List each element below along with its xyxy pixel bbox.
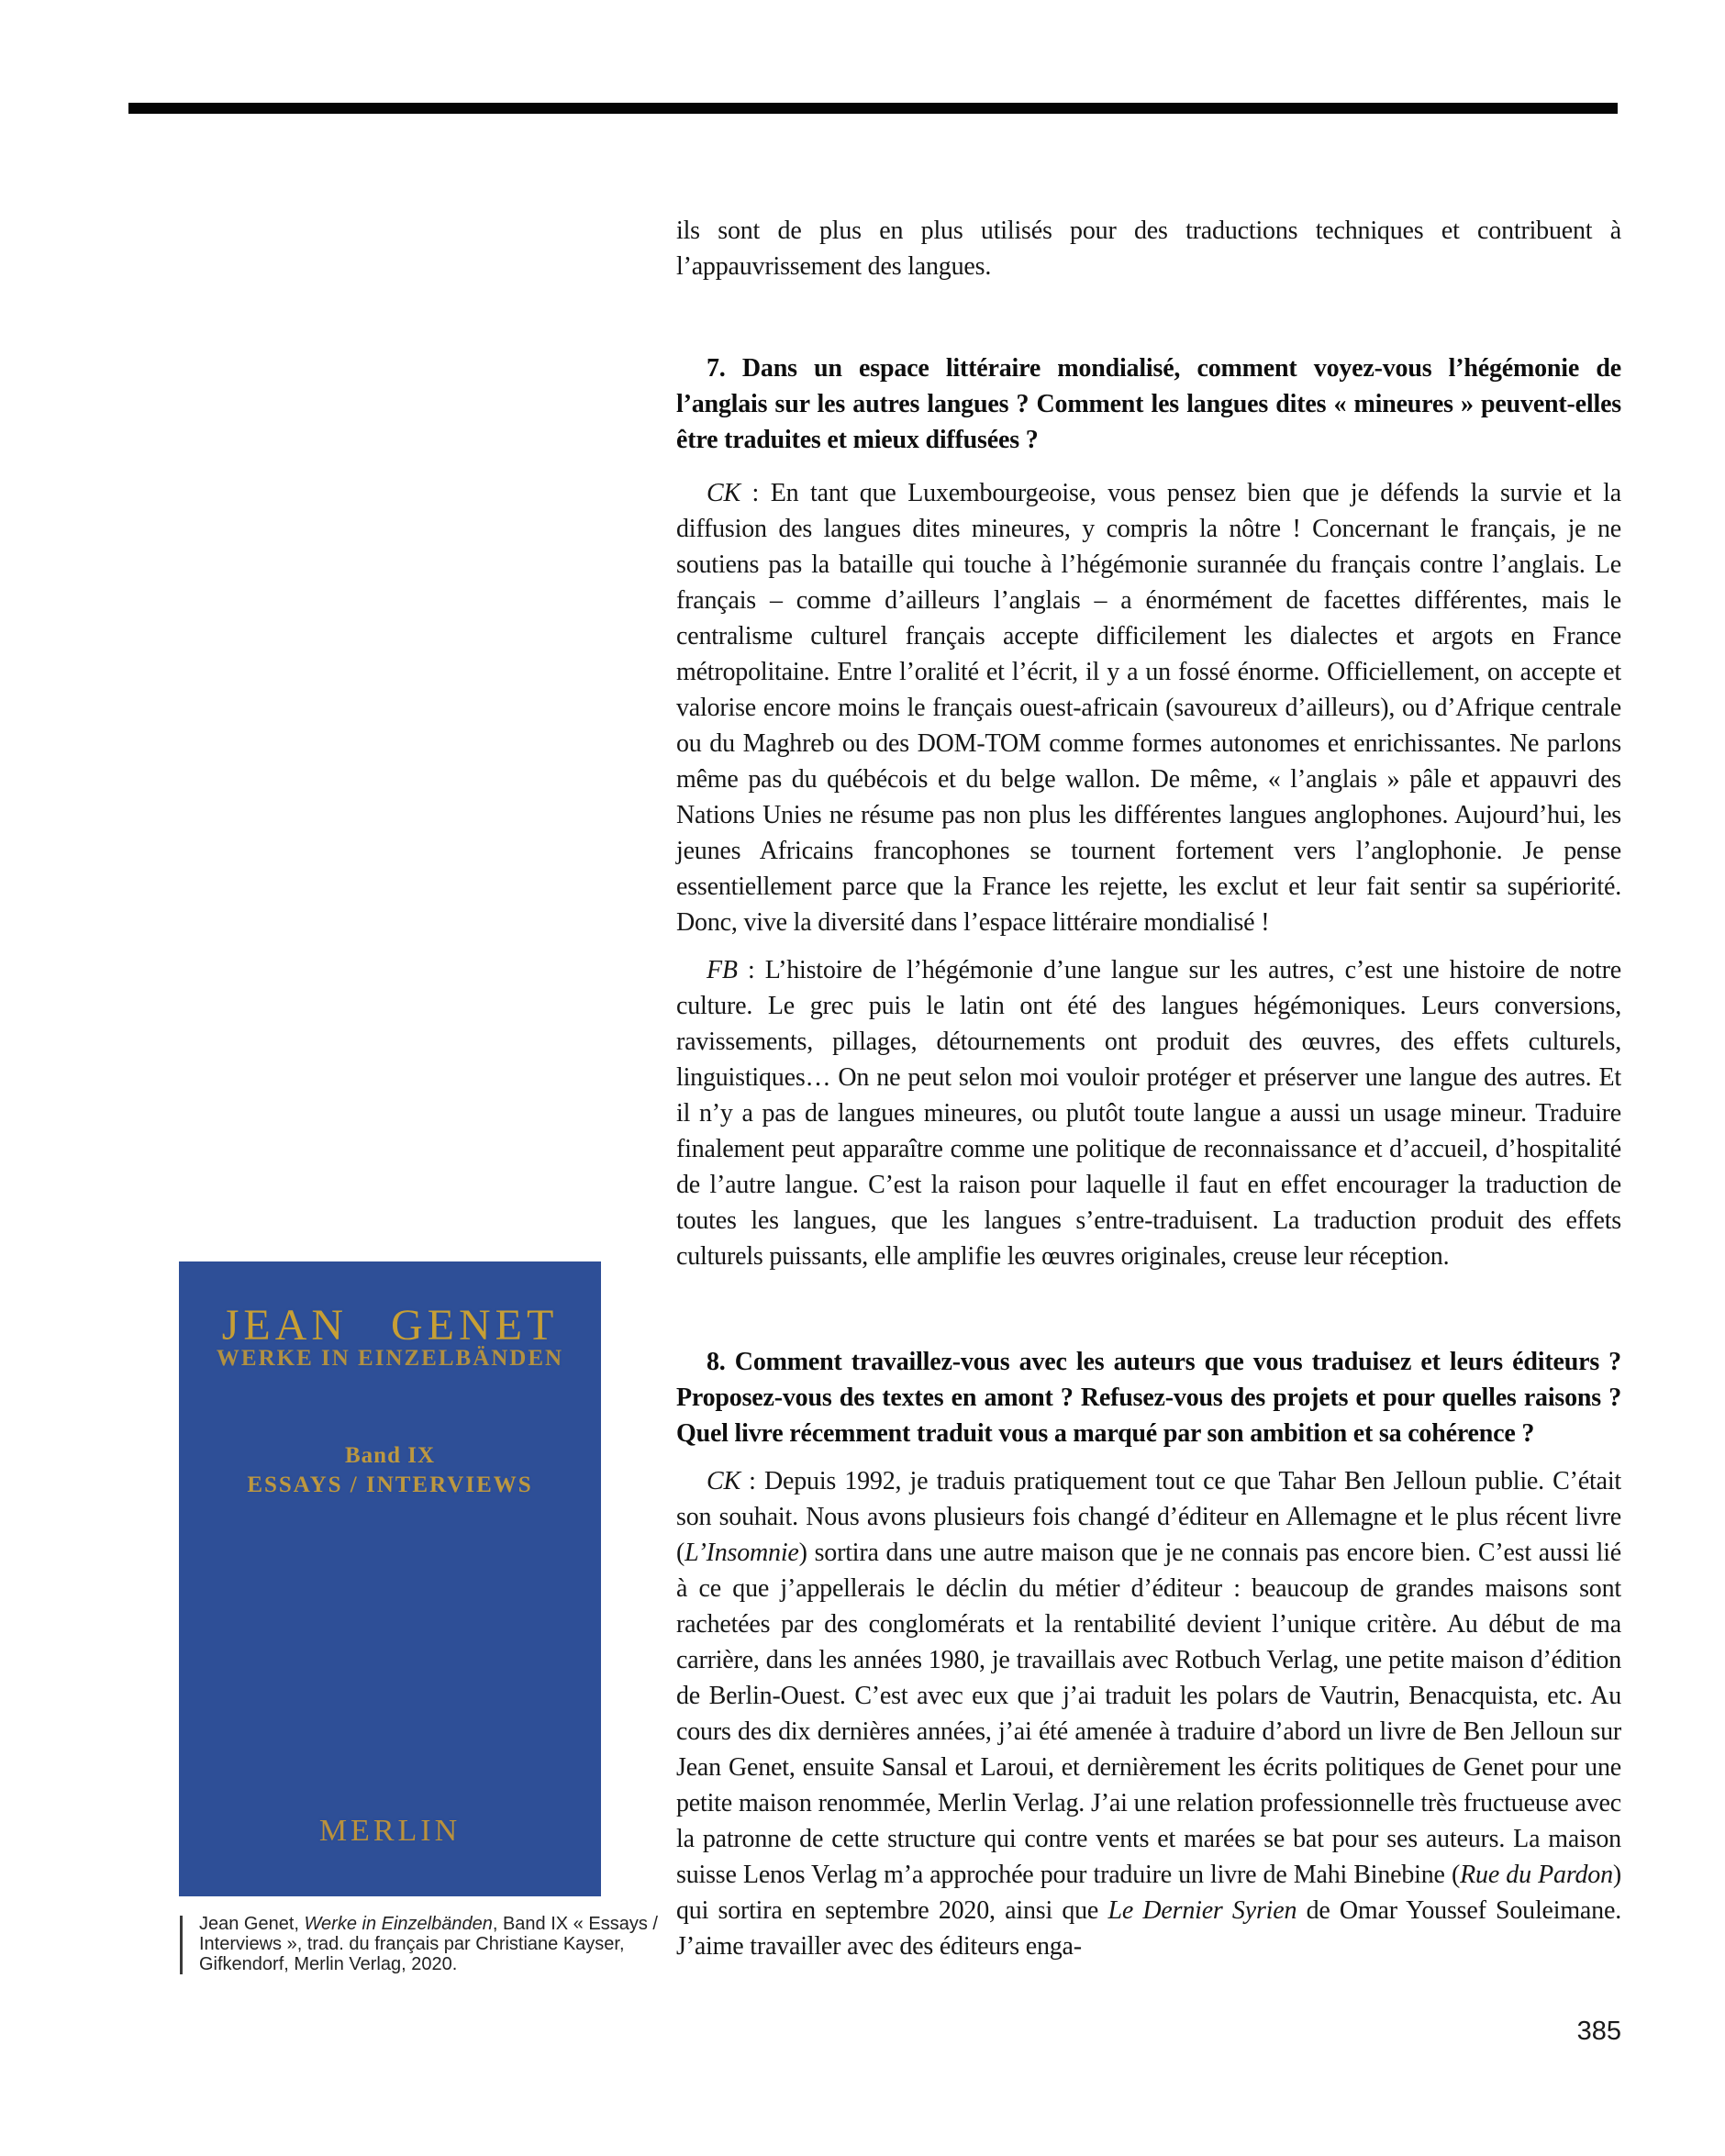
answer-8-part-4: de Omar Youssef Souleimane. J’aime travailler avec des éditeurs enga- (676, 1896, 1621, 1961)
answer-7-fb-text: L’histoire de l’hégémonie d’une langue sur les autres, c’est une histoire de notre culture. Le grec puis le latin ont été des langues hégémoniques. Leurs conversions, ravissements, pillages, détournements ont produit des œuvres, des effets culturels, linguistiques… On ne peut selon moi vouloir protéger et préserver une langue des autres. Et il n’y a pas de langues mineures, ou plutôt toute langue a aussi un usage mineur. Traduire finalement peut apparaître comme une politique de reconnaissance et d’accueil, d’hospitalité de l’autre langue. C’est la raison pour laquelle il faut en effet encourager la traduction de toutes les langues, que les langues s’entre-traduisent. La traduction produit des effets culturels puissants, elle amplifie les œuvres originales, creuse leur réception. (676, 956, 1621, 1271)
answer-7-fb-paragraph (676, 952, 1621, 1274)
answer-8-ck-paragraph (676, 1463, 1621, 1964)
speaker-initials-fb: FB (707, 956, 738, 984)
book-title-insomnie: L’Insomnie (684, 1539, 799, 1567)
question-8-heading (676, 1344, 1621, 1451)
speaker-separator: : (740, 1467, 764, 1495)
question-7-heading (676, 350, 1621, 458)
cover-subtitle: ESSAYS / INTERVIEWS (247, 1473, 533, 1497)
speaker-separator: : (737, 956, 765, 984)
caption-part-2: , Band IX « Essays / Interviews », trad. du français par Christiane Kayser, Gifkendorf, Merlin Verlag, 2020. (199, 1914, 658, 1974)
figure-caption (199, 1914, 662, 1974)
answer-7-ck-text: En tant que Luxembourgeoise, vous pensez bien que je défends la survie et la diffusion des langues dites mineures, y compris la nôtre ! Concernant le français, je ne soutiens pas la bataille qui touche à l’hégémonie surannée du français contre l’anglais. Le français – comme d’ailleurs l’anglais – a énormément de facettes différentes, mais le centralisme culturel français accepte difficilement les dialectes et argots en France métropolitaine. Entre l’oralité et l’écrit, il y a un fossé énorme. Officiellement, on accepte et valorise encore moins le français ouest-africain (savoureux d’ailleurs), ou d’Afrique centrale ou du Maghreb ou des DOM-TOM comme formes autonomes et enrichissantes. Ne parlons même pas du québécois et du belge wallon. De même, « l’anglais » pâle et appauvri des Nations Unies ne résume pas non plus les différentes langues anglophones. Aujourd’hui, les jeunes Africains francophones se tournent fortement vers l’anglophonie. Je pense essentiellement parce que la France les rejette, les exclut et leur fait sentir sa supériorité. Donc, vive la diversité dans l’espace littéraire mondialisé ! (676, 479, 1621, 937)
speaker-separator: : (740, 479, 771, 507)
question-8-number: 8. (707, 1348, 726, 1376)
answer-8-part-2: ) sortira dans une autre maison que je ne connais pas encore bien. C’est aussi lié à ce que j’appellerais le déclin du métier d’éditeur : beaucoup de grandes maisons sont rachetées par des conglomérats et la rentabilité devient l’unique critère. Au début de ma carrière, dans les années 1980, je travaillais avec Rotbuch Verlag, une petite maison d’édition de Berlin-Ouest. C’est avec eux que j’ai traduit les polars de Vautrin, Benacquista, etc. Au cours des dix dernières années, j’ai été amenée à traduire d’abord un livre de Ben Jelloun sur Jean Genet, ensuite Sansal et Laroui, et dernièrement les écrits politiques de Genet pour une petite maison renommée, Merlin Verlag. J’ai une relation professionnelle très fructueuse avec la patronne de cette structure qui contre vents et marées se bat pour ses auteurs. La maison suisse Lenos Verlag m’a approchée pour traduire un livre de Mahi Binebine ( (676, 1539, 1621, 1889)
book-title-dernier-syrien: Le Dernier Syrien (1107, 1896, 1297, 1925)
cover-volume-number: Band IX (344, 1443, 435, 1468)
caption-book-title: Werke in Einzelbänden (304, 1914, 493, 1934)
answer-7-ck-paragraph (676, 475, 1621, 940)
question-8-text: Comment travaillez-vous avec les auteurs que vous traduisez et leurs éditeurs ? Proposez-vous des textes en amont ? Refusez-vous des projets et pour quelles raisons ? Quel livre récemment traduit vous a marqué par son ambition et sa cohérence ? (676, 1348, 1621, 1448)
book-title-rue-du-pardon: Rue du Pardon (1460, 1861, 1613, 1889)
answer-8-part-1: Depuis 1992, je traduis pratiquement tout ce que Tahar Ben Jelloun publie. C’était son souhait. Nous avons plusieurs fois changé d’éditeur en Allemagne et le plus récent livre ( (676, 1467, 1621, 1567)
question-7-number: 7. (707, 354, 726, 383)
cover-publisher-logo: MERLIN (318, 1814, 462, 1848)
caption-part-1: Jean Genet, (199, 1914, 305, 1934)
question-7-text: Dans un espace littéraire mondialisé, comment voyez-vous l’hégémonie de l’anglais sur les autres langues ? Comment les langues dites « mineures » peuvent-elles être traduites et mieux diffusées ? (676, 354, 1621, 454)
book-cover-image (179, 1261, 601, 1896)
cover-series-title: WERKE IN EINZELBÄNDEN (216, 1346, 564, 1371)
cover-author-name: JEAN GENET (221, 1301, 559, 1350)
header-rule (128, 103, 1618, 114)
intro-text: ils sont de plus en plus utilisés pour des traductions techniques et contribuent à l’appauvrissement des langues. (676, 217, 1621, 281)
speaker-initials-ck: CK (707, 479, 740, 507)
answer-8-part-3: ) qui sortira en septembre 2020, ainsi que (676, 1861, 1621, 1925)
intro-continuation-paragraph (676, 213, 1621, 284)
speaker-initials-ck: CK (707, 1467, 740, 1495)
page-number: 385 (1576, 2017, 1621, 2046)
caption-rule (180, 1916, 183, 1974)
